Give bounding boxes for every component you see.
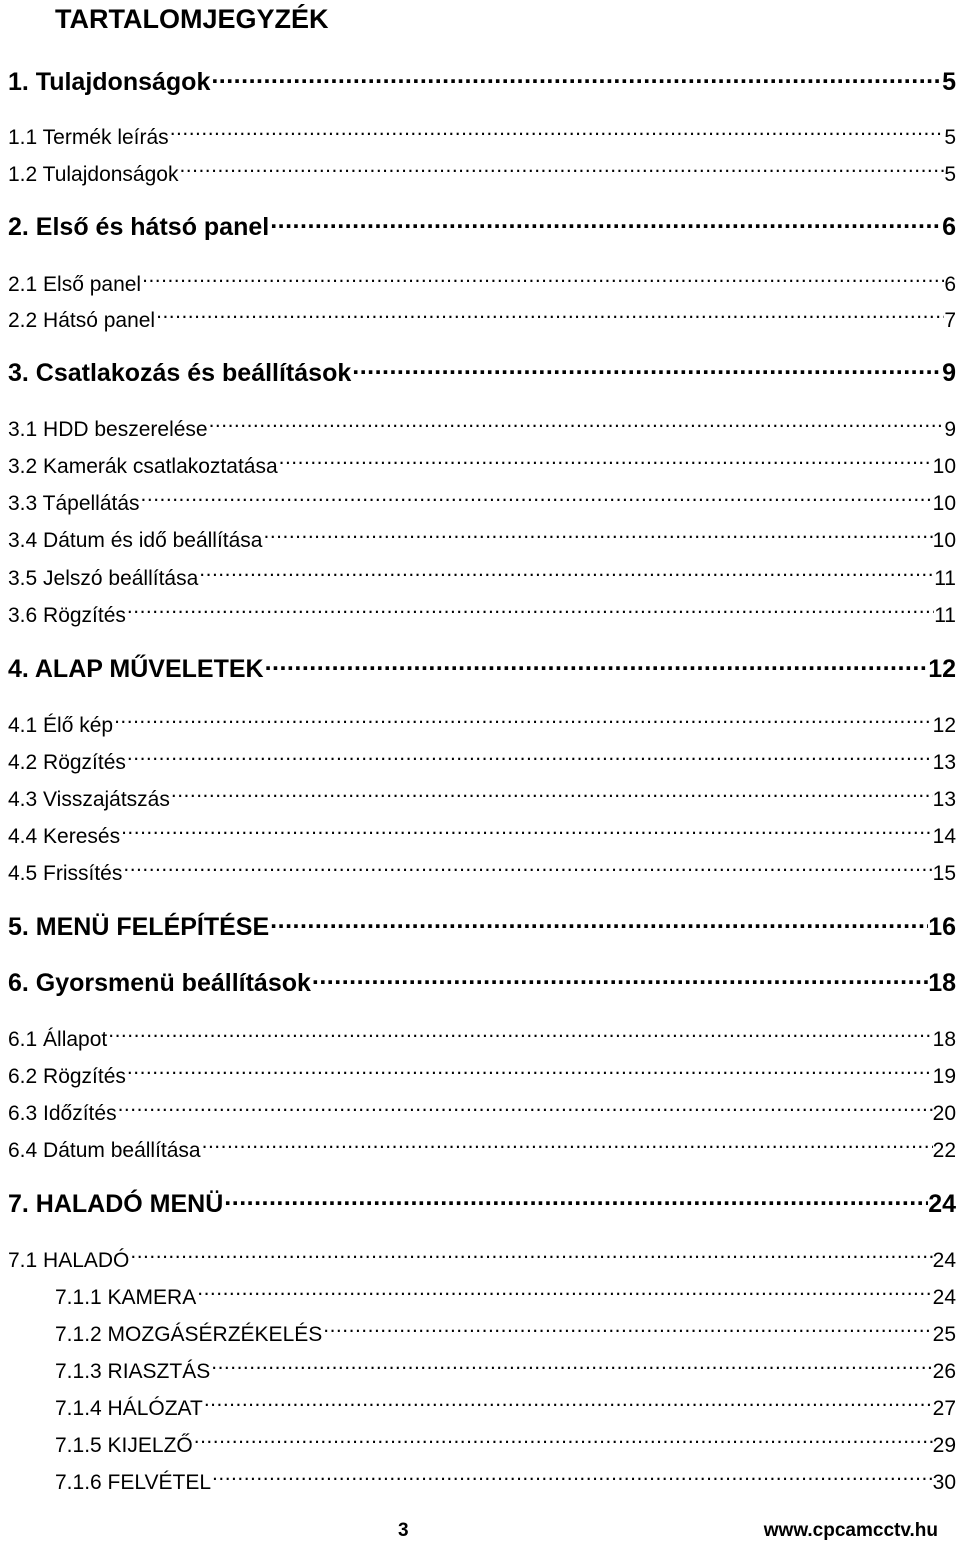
toc-leader-dots (126, 739, 933, 769)
toc-entry-label: 3.1 HDD beszerelése (8, 418, 208, 441)
toc-entry-page: 6 (944, 273, 956, 296)
toc-entry-level2[interactable] (0, 592, 960, 627)
toc-entry-page: 9 (944, 418, 956, 441)
toc-entry-page: 9 (942, 359, 956, 387)
toc-leader-dots (351, 351, 942, 381)
toc-entry-level1[interactable] (0, 905, 960, 941)
toc-leader-dots (107, 1016, 932, 1046)
toc-entry-label: 7.1.5 KIJELZŐ (55, 1434, 193, 1457)
toc-leader-dots (170, 776, 933, 806)
toc-leader-dots (140, 480, 933, 510)
toc-entry-page: 6 (942, 213, 956, 241)
toc-entry-level2[interactable] (0, 776, 960, 811)
toc-entry-level3[interactable] (0, 1385, 960, 1420)
toc-entry-level2[interactable] (0, 297, 960, 332)
toc-entry-page: 18 (932, 1028, 956, 1051)
toc-entry-page: 11 (934, 567, 956, 590)
toc-entry-page: 27 (932, 1397, 956, 1420)
toc-entry-page: 19 (932, 1065, 956, 1088)
toc-entry-level2[interactable] (0, 813, 960, 848)
toc-entry-page: 10 (932, 455, 956, 478)
toc-entry-page: 25 (932, 1323, 956, 1346)
toc-entry-level3[interactable] (0, 1311, 960, 1346)
toc-entry-label: 2.2 Hátsó panel (8, 309, 156, 332)
toc-entry-level2[interactable] (0, 1127, 960, 1162)
toc-entry-label: 4.4 Keresés (8, 825, 121, 848)
toc-entry-page: 5 (944, 163, 956, 186)
toc-entry-label: 6.3 Időzítés (8, 1102, 117, 1125)
toc-entry-level2[interactable] (0, 114, 960, 149)
toc-entry-page: 18 (928, 969, 956, 997)
toc-entry-label: 4. ALAP MŰVELETEK (8, 655, 264, 683)
toc-leader-dots (196, 1274, 932, 1304)
toc-entry-level2[interactable] (0, 443, 960, 478)
toc-entry-page: 16 (928, 913, 956, 941)
toc-entry-page: 10 (932, 529, 956, 552)
toc-leader-dots (193, 1422, 933, 1452)
toc-entry-page: 20 (932, 1102, 956, 1125)
toc-leader-dots (141, 261, 944, 291)
toc-entry-page: 13 (932, 751, 956, 774)
toc-entry-level3[interactable] (0, 1348, 960, 1383)
toc-entry-label: 4.5 Frissítés (8, 862, 123, 885)
toc-entry-level1[interactable] (0, 1182, 960, 1218)
toc-entry-level2[interactable] (0, 480, 960, 515)
toc-entry-level2[interactable] (0, 261, 960, 296)
toc-entry-label: 7.1.4 HÁLÓZAT (55, 1397, 203, 1420)
toc-entry-page: 24 (932, 1286, 956, 1309)
toc-entry-page: 5 (944, 126, 956, 149)
toc-entry-label: 3.4 Dátum és idő beállítása (8, 529, 263, 552)
toc-entry-label: 3.3 Tápellátás (8, 492, 140, 515)
toc-entry-level3[interactable] (0, 1459, 960, 1494)
toc-entry-level2[interactable] (0, 151, 960, 186)
toc-entry-level1[interactable] (0, 205, 960, 241)
footer-page-number: 3 (398, 1520, 409, 1541)
toc-entry-page: 24 (928, 1190, 956, 1218)
toc-leader-dots (264, 647, 929, 677)
toc-leader-dots (322, 1311, 932, 1341)
toc-leader-dots (211, 1459, 933, 1489)
toc-entry-page: 11 (934, 604, 956, 627)
toc-entry-level1[interactable] (0, 961, 960, 997)
toc-leader-dots (223, 1182, 928, 1212)
toc-entry-label: 2. Első és hátsó panel (8, 213, 270, 241)
toc-entry-page: 12 (928, 655, 956, 683)
toc-entry-label: 7.1 HALADÓ (8, 1249, 130, 1272)
toc-entry-level1[interactable] (0, 60, 960, 96)
toc-entry-level3[interactable] (0, 1422, 960, 1457)
toc-entry-label: 7.1.1 KAMERA (55, 1286, 197, 1309)
toc-entry-page: 12 (932, 714, 956, 737)
page-title: TARTALOMJEGYZÉK (55, 4, 329, 34)
toc-leader-dots (169, 114, 945, 144)
toc-leader-dots (208, 406, 945, 436)
toc-entry-label: 6.2 Rögzítés (8, 1065, 126, 1088)
toc-entry-page: 30 (932, 1471, 956, 1494)
toc-entry-level2[interactable] (0, 1053, 960, 1088)
toc-entry-label: 4.2 Rögzítés (8, 751, 126, 774)
toc-entry-label: 7.1.2 MOZGÁSÉRZÉKELÉS (55, 1323, 323, 1346)
toc-leader-dots (203, 1385, 933, 1415)
toc-entry-page: 14 (932, 825, 956, 848)
toc-leader-dots (201, 1127, 933, 1157)
toc-entry-page: 5 (942, 68, 956, 96)
footer-url[interactable]: www.cpcamcctv.hu (763, 1520, 938, 1541)
toc-entry-page: 7 (944, 309, 956, 332)
toc-leader-dots (262, 517, 932, 547)
toc-entry-label: 3.6 Rögzítés (8, 604, 126, 627)
toc-entry-page: 10 (932, 492, 956, 515)
toc-leader-dots (126, 1053, 933, 1083)
toc-entry-level2[interactable] (0, 702, 960, 737)
toc-entry-page: 15 (932, 862, 956, 885)
toc-entry-label: 2.1 Első panel (8, 273, 142, 296)
toc-leader-dots (117, 1090, 933, 1120)
toc-entry-label: 6.1 Állapot (8, 1028, 108, 1051)
toc-entry-page: 13 (932, 788, 956, 811)
toc-leader-dots (278, 443, 933, 473)
toc-entry-level2[interactable] (0, 1090, 960, 1125)
toc-entry-level2[interactable] (0, 739, 960, 774)
toc-entry-page: 22 (932, 1139, 956, 1162)
toc-leader-dots (198, 555, 934, 585)
toc-entry-label: 4.1 Élő kép (8, 714, 114, 737)
toc-leader-dots (269, 205, 942, 235)
toc-leader-dots (122, 850, 932, 880)
toc-entry-label: 7.1.6 FELVÉTEL (55, 1471, 212, 1494)
toc-entry-level1[interactable] (0, 351, 960, 387)
toc-leader-dots (113, 702, 933, 732)
toc-leader-dots (129, 1237, 932, 1267)
toc-entry-level3[interactable] (0, 1274, 960, 1309)
toc-entry-label: 3.5 Jelszó beállítása (8, 567, 199, 590)
toc-leader-dots (311, 961, 928, 991)
toc-entry-level1[interactable] (0, 647, 960, 683)
toc-entry-label: 7.1.3 RIASZTÁS (55, 1360, 211, 1383)
toc-entry-label: 6. Gyorsmenü beállítások (8, 969, 311, 997)
toc-entry-label: 3. Csatlakozás és beállítások (8, 359, 352, 387)
toc-leader-dots (155, 297, 944, 327)
toc-entry-level2[interactable] (0, 555, 960, 590)
toc-entry-page: 26 (932, 1360, 956, 1383)
toc-leader-dots (269, 905, 928, 935)
toc-entry-label: 1. Tulajdonságok (8, 68, 211, 96)
toc-entry-level2[interactable] (0, 850, 960, 885)
toc-entry-page: 24 (932, 1249, 956, 1272)
toc-leader-dots (178, 151, 944, 181)
toc-entry-level2[interactable] (0, 1016, 960, 1051)
toc-entry-label: 1.2 Tulajdonságok (8, 163, 179, 186)
toc-leader-dots (210, 60, 942, 90)
toc-entry-page: 29 (932, 1434, 956, 1457)
toc-leader-dots (120, 813, 933, 843)
toc-entry-label: 4.3 Visszajátszás (8, 788, 170, 811)
toc-entry-label: 3.2 Kamerák csatlakoztatása (8, 455, 278, 478)
toc-entry-label: 6.4 Dátum beállítása (8, 1139, 201, 1162)
toc-leader-dots (126, 592, 934, 622)
toc-entry-level2[interactable] (0, 1237, 960, 1272)
toc-leader-dots (210, 1348, 932, 1378)
toc-entry-label: 5. MENÜ FELÉPÍTÉSE (8, 913, 270, 941)
toc-entry-label: 7. HALADÓ MENÜ (8, 1190, 224, 1218)
toc-entry-label: 1.1 Termék leírás (8, 126, 169, 149)
toc-entry-level2[interactable] (0, 517, 960, 552)
toc-entry-level2[interactable] (0, 406, 960, 441)
